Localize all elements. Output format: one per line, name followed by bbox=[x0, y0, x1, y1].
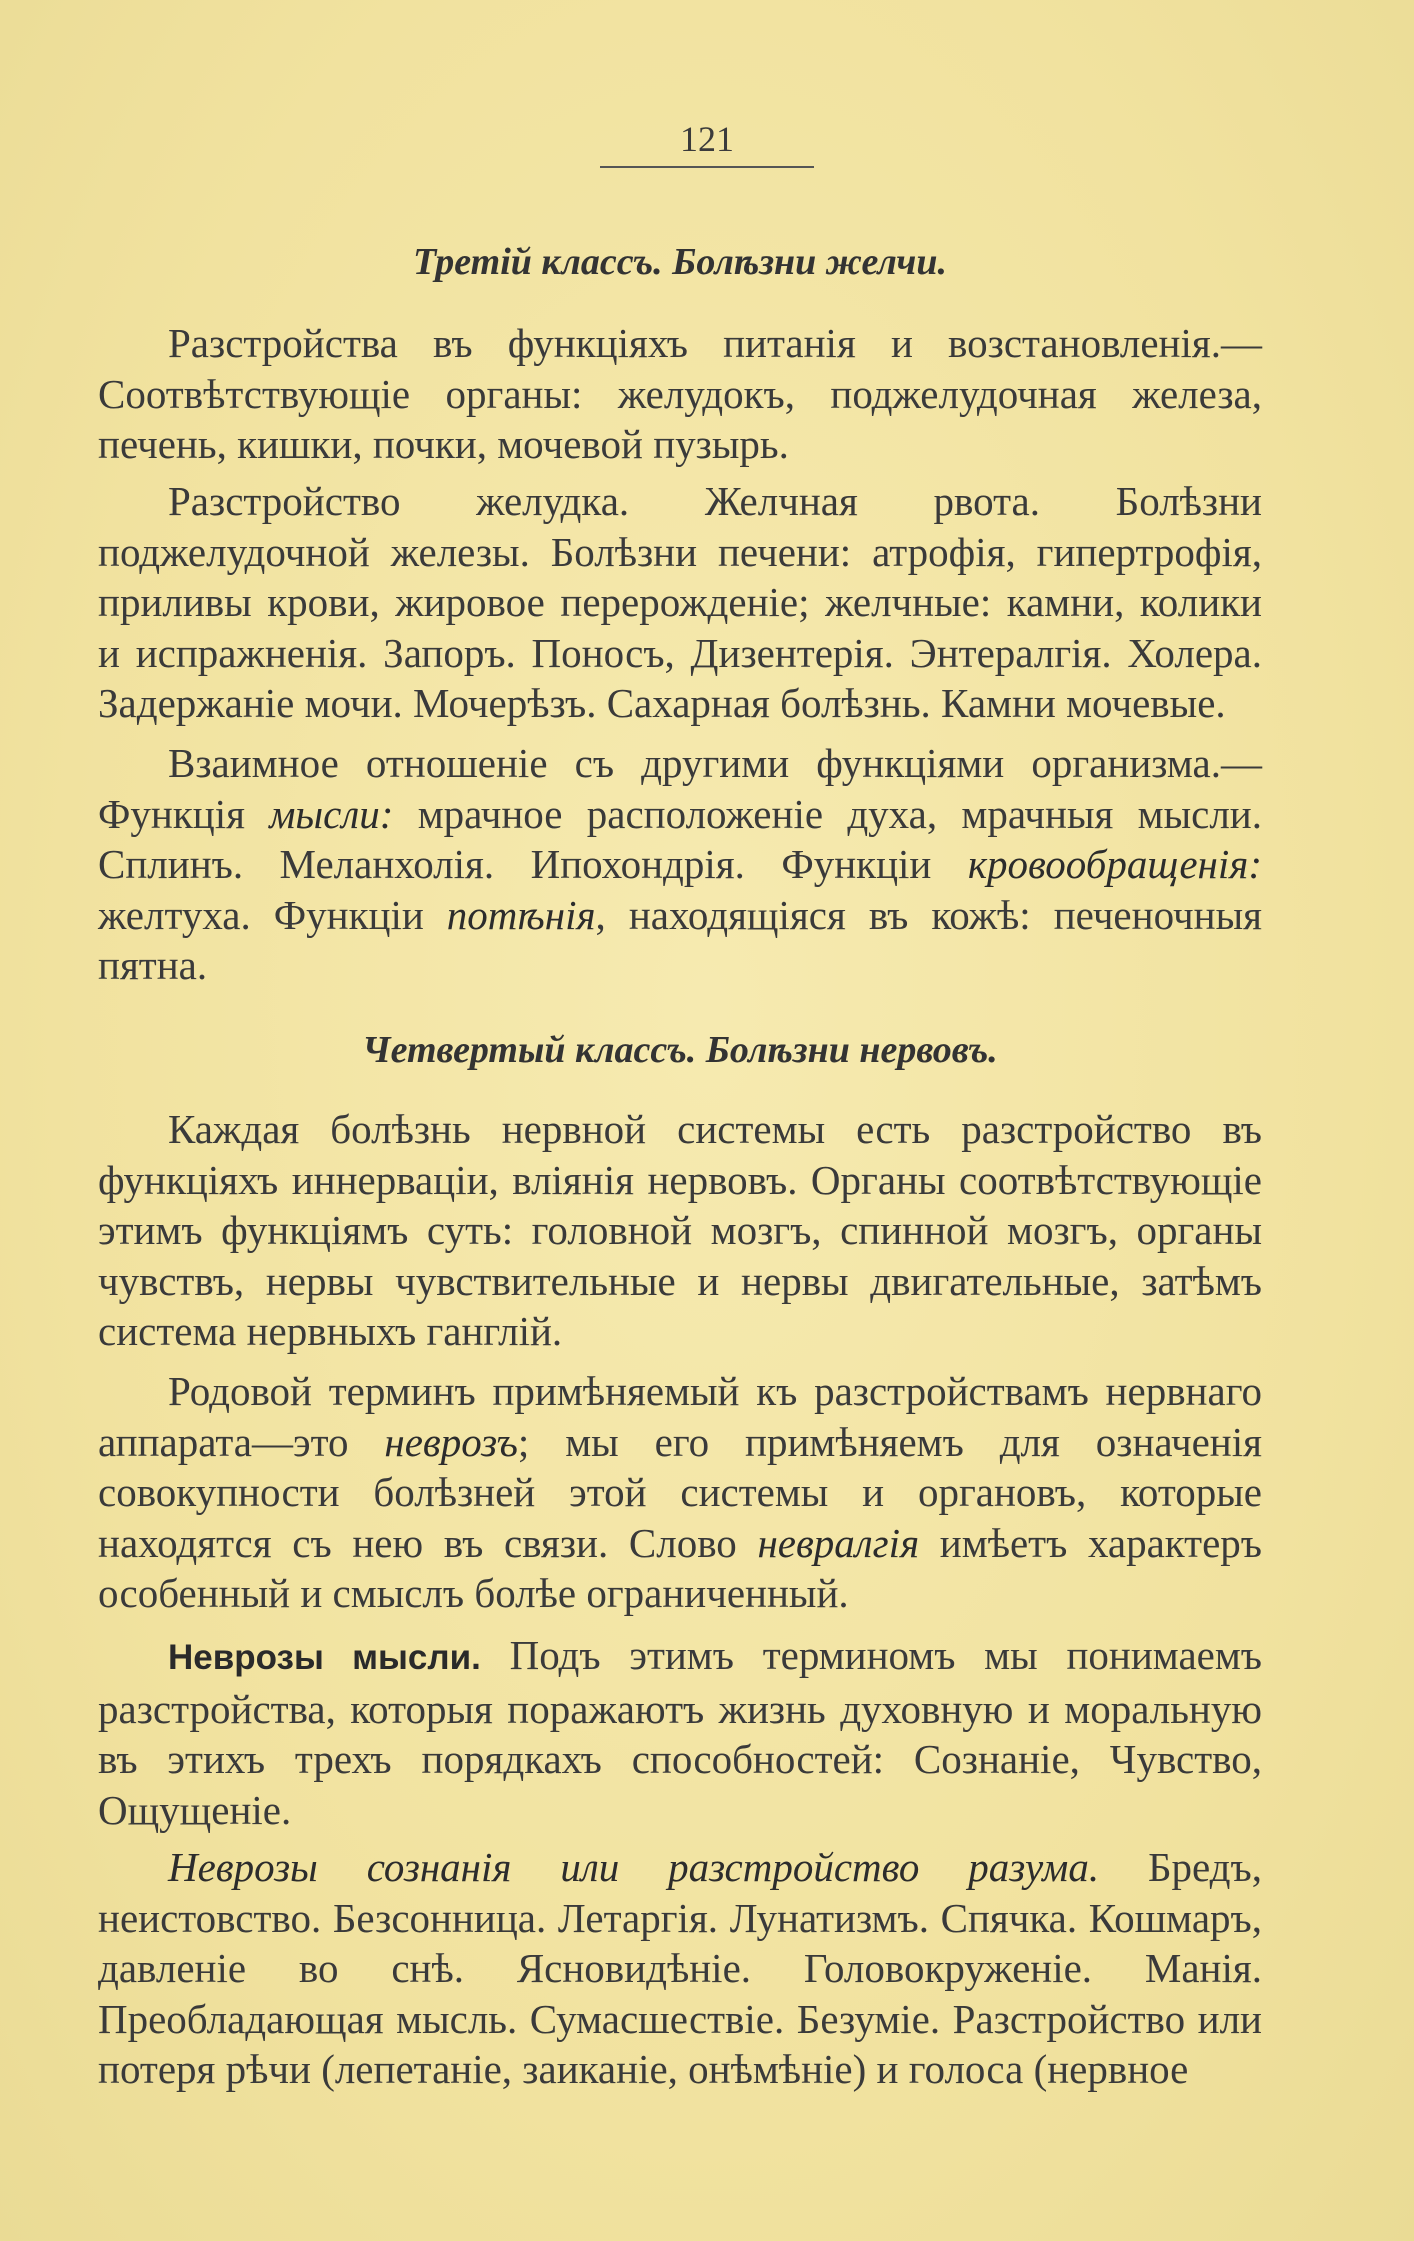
paragraph-digestion-functions: Разстройства въ функціяхъ питанія и возстановленія.—Соотвѣтствующіе органы: желудокъ, поджелудочная железа, печень, кишки, почки, мочевой пузырь. bbox=[98, 320, 1262, 467]
text-run: Родовой терминъ примѣняемый къ разстройствамъ нервнаго аппарата—это bbox=[98, 1368, 1262, 1465]
text-run: Взаимное отношеніе съ другими функціями организма.—Функція bbox=[98, 740, 1262, 837]
text-run: мрачное расположеніе духа, мрачныя мысли. Сплинъ. Меланхолія. Ипохондрія. Функціи bbox=[98, 790, 1262, 887]
text-run: Бредъ, неистовство. Безсонница. Летаргія. Лунатизмъ. Спячка. Кошмаръ, давленіе во снѣ. Ясновидѣніе. Головокруженіе. Манія. Преобладающая мысль. Сумасшествіе. Безуміе. Разстройство или потеря рѣчи (лепетаніе, заиканіе, онѣмѣніе) и голоса (нервное bbox=[98, 1844, 1262, 2092]
text-run: , находящіяся въ кожѣ: печеночныя пятна. bbox=[98, 891, 1262, 988]
emphasis-neuralgia: невралгія bbox=[757, 1519, 920, 1566]
text-run: Подъ этимъ терминомъ мы понимаемъ разстройства, которыя поражаютъ жизнь духовную и моральную въ этихъ трехъ порядкахъ способностей: Сознаніе, Чувство, Ощущеніе. bbox=[98, 1632, 1262, 1833]
paragraph-neurosis-term bbox=[98, 1366, 1262, 1619]
paragraph-nervous-system: Каждая болѣзнь нервной системы есть разстройство въ функціяхъ иннерваціи, вліянія нервовъ. Органы соотвѣтствующіе этимъ функціямъ суть: головной мозгъ, спинной мозгъ, органы чувствъ, нервы чувствительные и нервы двигательные, затѣмъ система нервныхъ ганглій. bbox=[98, 1106, 1262, 1354]
emphasis-circulation: кровообращенія: bbox=[967, 841, 1262, 887]
paragraph-digestion-diseases: Разстройство желудка. Желчная рвота. Болѣзни поджелудочной железы. Болѣзни печени: атрофія, гипертрофія, приливы крови, жировое перерожденіе; желчные: камни, колики и испражненія. Запоръ. Поносъ, Дизентерія. Энтералгія. Холера. Задержаніе мочи. Мочерѣзъ. Сахарная болѣзнь. Камни мочевые. bbox=[98, 478, 1262, 726]
text-run: ; мы его примѣняемъ для означенія совокупности болѣзней этой системы и органовъ, которые находятся съ нею въ связи. Слово bbox=[98, 1418, 1262, 1566]
paragraph-neuroses-of-consciousness bbox=[98, 1842, 1262, 2095]
text-run: желтуха. Функціи bbox=[98, 891, 447, 938]
emphasis-sweating: потѣнія bbox=[446, 891, 596, 938]
emphasis-neuroses-of-consciousness: Неврозы сознанія или разстройство разума. bbox=[168, 1844, 1100, 1890]
section-heading-third-class: Третій классъ. Болѣзни желчи. bbox=[413, 241, 947, 283]
text-run: имѣетъ характеръ особенный и смыслъ болѣе ограниченный. bbox=[98, 1519, 1262, 1616]
section-heading-fourth-class: Четвертый классъ. Болѣзни нервовъ. bbox=[362, 1029, 998, 1071]
bold-lead-neuroses-of-thought: Неврозы мысли. bbox=[168, 1638, 481, 1677]
page-number: 121 bbox=[680, 119, 734, 159]
page-number-rule bbox=[600, 166, 814, 168]
paragraph-neuroses-of-thought bbox=[98, 1630, 1262, 1835]
paragraph-relation-other-functions bbox=[98, 738, 1262, 991]
emphasis-thought: мысли: bbox=[269, 790, 394, 837]
emphasis-neurosis: неврозъ bbox=[384, 1418, 518, 1465]
